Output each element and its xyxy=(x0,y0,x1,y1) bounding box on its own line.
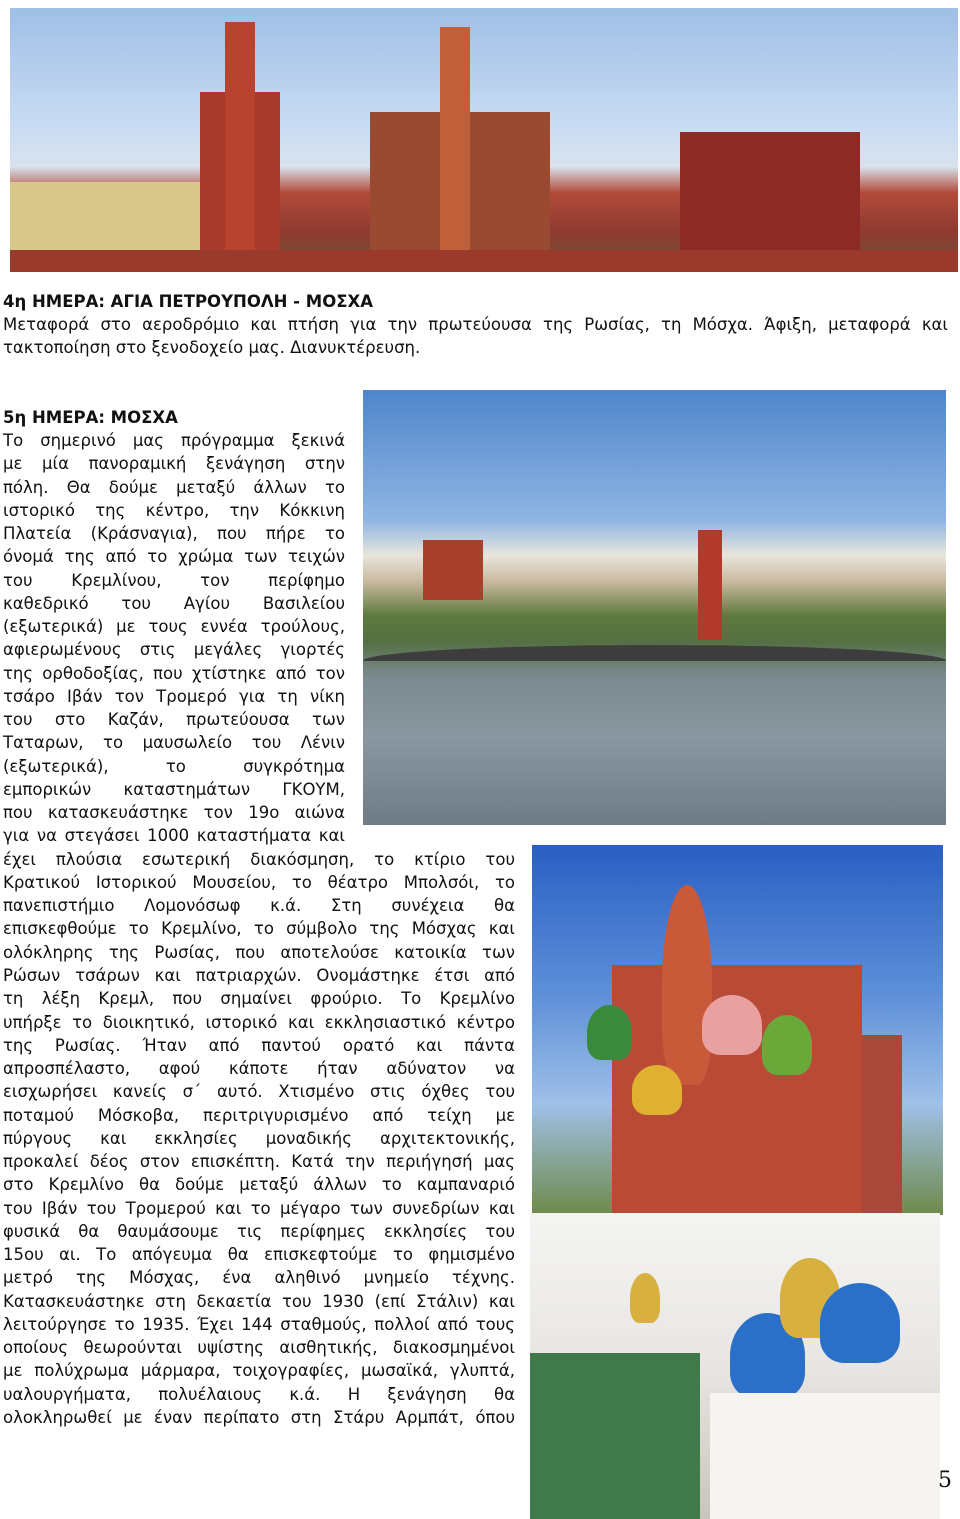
text-line: Ρώσων τσάρων και πατριαρχών. Ονομάστηκε έτσι από xyxy=(3,965,515,985)
text-line: έχει πλούσια εσωτερική διακόσμηση, το κτίριο του xyxy=(3,849,515,869)
text-line: καθεδρικό του Αγίου Βασιλείου xyxy=(3,593,345,613)
text-line: τη λέξη Κρεμλ, που σημαίνει φρούριο. Το Κρεμλίνο xyxy=(3,989,515,1009)
moscow-red-square-photo xyxy=(10,8,958,272)
text-line: (εξωτερικά), το συγκρότημα xyxy=(3,756,345,776)
text-line: πόλη. Θα δούμε μεταξύ άλλων το xyxy=(3,477,345,497)
sergiev-posad-monastery-photo xyxy=(530,1213,940,1519)
day4-heading: 4η ΗΜΕΡΑ: ΑΓΙΑ ΠΕΤΡΟΥΠΟΛΗ - ΜΟΣΧΑ xyxy=(3,292,373,311)
text-line: επισκεφθούμε το Κρεμλίνο, το σύμβολο της Μόσχας και xyxy=(3,919,515,939)
text-line: Κατασκευάστηκε στη δεκαετία του 1930 (επί Στάλιν) και xyxy=(3,1291,515,1311)
text-line: ολοκληρωθεί με έναν περίπατο στη Στάρυ Αρμπάτ, όπου xyxy=(3,1407,515,1427)
text-line: Μεταφορά στο αεροδρόμιο και πτήση για την πρωτεύουσα της Ρωσίας, τη Μόσχα. Άφιξη, μεταφορά και xyxy=(3,315,948,334)
text-line: πανεπιστήμιο Λομονόσωφ κ.ά. Στη συνέχεια θα xyxy=(3,896,515,916)
text-line: 15ου αι. Το απόγευμα θα επισκεφτούμε το φημισμένο xyxy=(3,1245,515,1265)
text-line: του Ιβάν του Τρομερού και το μέγαρο των συνεδρίων και xyxy=(3,1198,515,1218)
text-line: με μία πανοραμική ξενάγηση στην xyxy=(3,454,345,474)
text-line: Κρατικού Ιστορικού Μουσείου, το θέατρο Μπολσόι, το xyxy=(3,872,515,892)
text-line: Πλατεία (Κράσναγια), που πήρε το xyxy=(3,524,345,544)
text-line: προκαλεί δέος στον επισκέπτη. Κατά την περιήγησή μας xyxy=(3,1152,515,1172)
text-line: οποίους θεωρούνται υψίστης αισθητικής, διακοσμημένοι xyxy=(3,1338,515,1358)
text-line: Ταταρων, το μαυσωλείο του Λένιν xyxy=(3,733,345,753)
text-line: αφιερωμένους στις μεγάλες γιορτές xyxy=(3,640,345,660)
text-line: υαλουργήματα, πολυέλαιους κ.ά. Η ξενάγηση θα xyxy=(3,1384,515,1404)
text-line: υπήρξε το διοικητικό, ιστορικό και εκκλησιαστικό κέντρο xyxy=(3,1012,515,1032)
moscow-river-kremlin-photo xyxy=(363,390,946,825)
text-line: που κατασκευάστηκε τον 19ο αιώνα xyxy=(3,803,345,823)
text-line: φυσικά θα θαυμάσουμε τις περίφημες εκκλησίες του xyxy=(3,1221,515,1241)
text-line: του Κρεμλίνου, τον περίφημο xyxy=(3,570,345,590)
text-line: της Ρωσίας. Ήταν από παντού ορατό και πάντα xyxy=(3,1035,515,1055)
text-line: ιστορικό της κέντρο, την Κόκκινη xyxy=(3,500,345,520)
text-line: Το σημερινό μας πρόγραμμα ξεκινά xyxy=(3,431,345,450)
text-line: πύργους και εκκλησίες μοναδικής αρχιτεκτονικής, xyxy=(3,1128,515,1148)
text-line: ολόκληρης της Ρωσίας, που αποτελούσε κατοικία των xyxy=(3,942,515,962)
day5-heading: 5η ΗΜΕΡΑ: ΜΟΣΧΑ xyxy=(3,408,178,427)
text-line: της ορθοδοξίας, που χτίστηκε από τον xyxy=(3,663,345,683)
text-line: για να στεγάσει 1000 καταστήματα και xyxy=(3,826,345,846)
text-line: (εξωτερικά) με τους εννέα τρούλους, xyxy=(3,617,345,637)
text-line: με πολύχρωμα μάρμαρα, τοιχογραφίες, μωσαϊκά, γλυπτά, xyxy=(3,1361,515,1381)
st-basil-cathedral-photo xyxy=(532,845,943,1215)
text-line: μετρό της Μόσχας, ένα αληθινό μνημείο τέχνης. xyxy=(3,1268,515,1288)
text-line: τσάρο Ιβάν τον Τρομερό για τη νίκη xyxy=(3,686,345,706)
text-line: στο Κρεμλίνο θα δούμε μεταξύ άλλων το καμπαναριό xyxy=(3,1175,515,1195)
text-line: όνομά της από το χρώμα των τειχών xyxy=(3,547,345,567)
text-line: του στο Καζάν, πρωτεύουσα των xyxy=(3,710,345,730)
text-line: εμπορικών καταστημάτων ΓΚΟΥΜ, xyxy=(3,779,345,799)
text-line: λειτούργησε το 1935. Έχει 144 σταθμούς, πολλοί από τους xyxy=(3,1314,515,1334)
page-number: 5 xyxy=(938,1468,952,1493)
text-line: απροσπέλαστο, αφού κάποτε ήταν αδύνατον να xyxy=(3,1059,515,1079)
text-line: τακτοποίηση στο ξενοδοχείο μας. Διανυκτέρευση. xyxy=(3,338,421,358)
text-line: εισχωρήσει κανείς σ΄ αυτό. Χτισμένο στις όχθες του xyxy=(3,1082,515,1102)
text-line: ποταμού Μόσκοβα, περιτριγυρισμένο από τείχη με xyxy=(3,1105,515,1125)
